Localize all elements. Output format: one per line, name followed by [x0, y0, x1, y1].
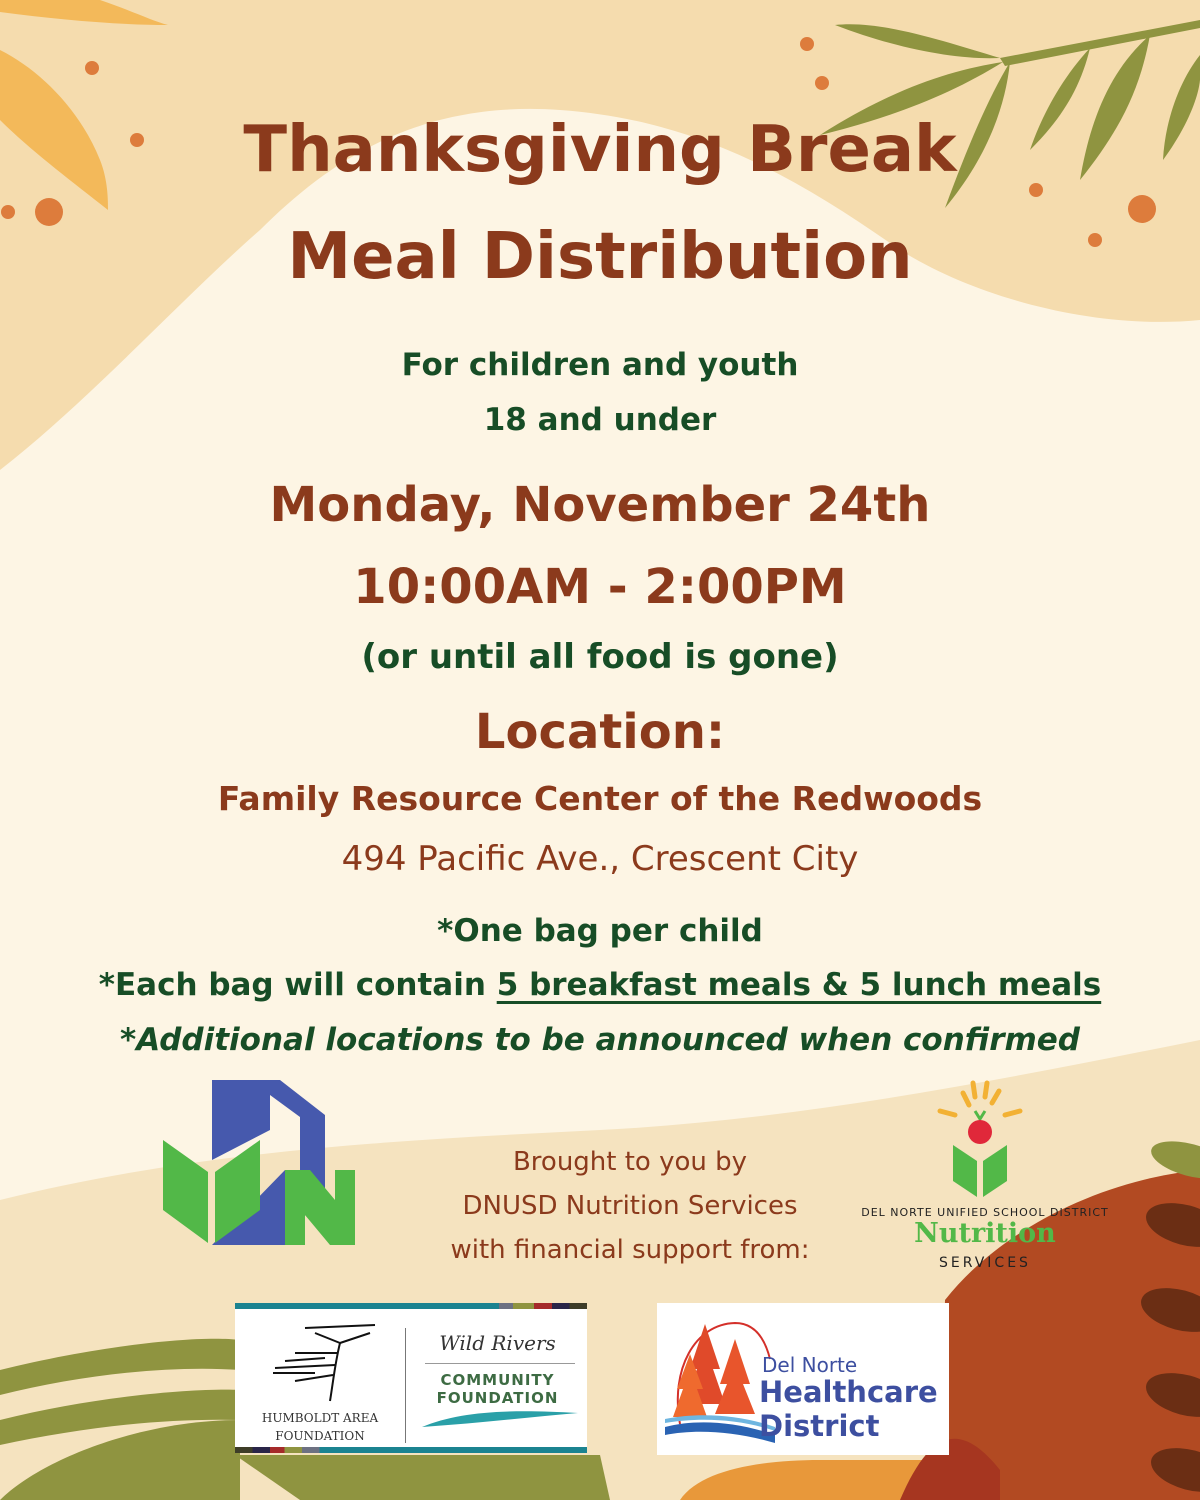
note-one-bag: *One bag per child [437, 913, 763, 949]
humboldt-line-2: FOUNDATION [275, 1429, 365, 1443]
humboldt-line-1: HUMBOLDT AREA [261, 1411, 379, 1425]
event-time-note: (or until all food is gone) [361, 637, 839, 677]
eligibility-line-2: 18 and under [483, 402, 717, 438]
foundation-logos-card [235, 1303, 587, 1453]
nutrition-logo-district: DEL NORTE UNIFIED SCHOOL DISTRICT [861, 1206, 1109, 1219]
healthcare-district-card [657, 1303, 949, 1455]
location-name: Family Resource Center of the Redwoods [217, 779, 983, 818]
river-wave-icon [420, 1407, 580, 1431]
location-label: Location: [474, 704, 726, 760]
title-line-1: Thanksgiving Break [243, 113, 957, 187]
note-additional-locations: *Additional locations to be announced when confirmed [119, 1022, 1081, 1058]
healthcare-line-1: Del Norte [762, 1353, 858, 1377]
credits-line-1: Brought to you by [512, 1147, 748, 1177]
healthcare-line-2: Healthcare [759, 1375, 938, 1409]
event-time: 10:00AM - 2:00PM [353, 559, 847, 615]
credits-line-2: DNUSD Nutrition Services [462, 1191, 798, 1222]
note-bag-meals: 5 breakfast meals & 5 lunch meals [496, 967, 1102, 1003]
wild-rivers-script: Wild Rivers [439, 1331, 556, 1355]
cypress-tree-icon [255, 1313, 385, 1403]
location-address: 494 Pacific Ave., Crescent City [341, 839, 859, 879]
note-bag-contents [0, 967, 1200, 1003]
nutrition-services-logo [855, 1075, 1115, 1275]
card-top-stripe [235, 1303, 587, 1309]
event-date: Monday, November 24th [269, 477, 931, 533]
wild-rivers-rule [425, 1363, 575, 1364]
nutrition-logo-title: Nutrition [914, 1218, 1056, 1249]
card-divider [405, 1328, 406, 1443]
credits-line-3: with financial support from: [450, 1235, 810, 1266]
dnusd-logo-icon [160, 1075, 360, 1250]
apple-book-icon [855, 1075, 1115, 1205]
wild-rivers-line-2: FOUNDATION [436, 1389, 559, 1407]
nutrition-logo-services: SERVICES [939, 1255, 1031, 1271]
note-bag-prefix: *Each bag will contain [98, 967, 497, 1003]
wild-rivers-line-1: COMMUNITY [440, 1371, 555, 1389]
eligibility-line-1: For children and youth [401, 347, 799, 383]
healthcare-line-3: District [759, 1409, 880, 1443]
card-bottom-stripe [235, 1447, 587, 1453]
title-line-2: Meal Distribution [287, 220, 913, 294]
credits [420, 1140, 840, 1273]
